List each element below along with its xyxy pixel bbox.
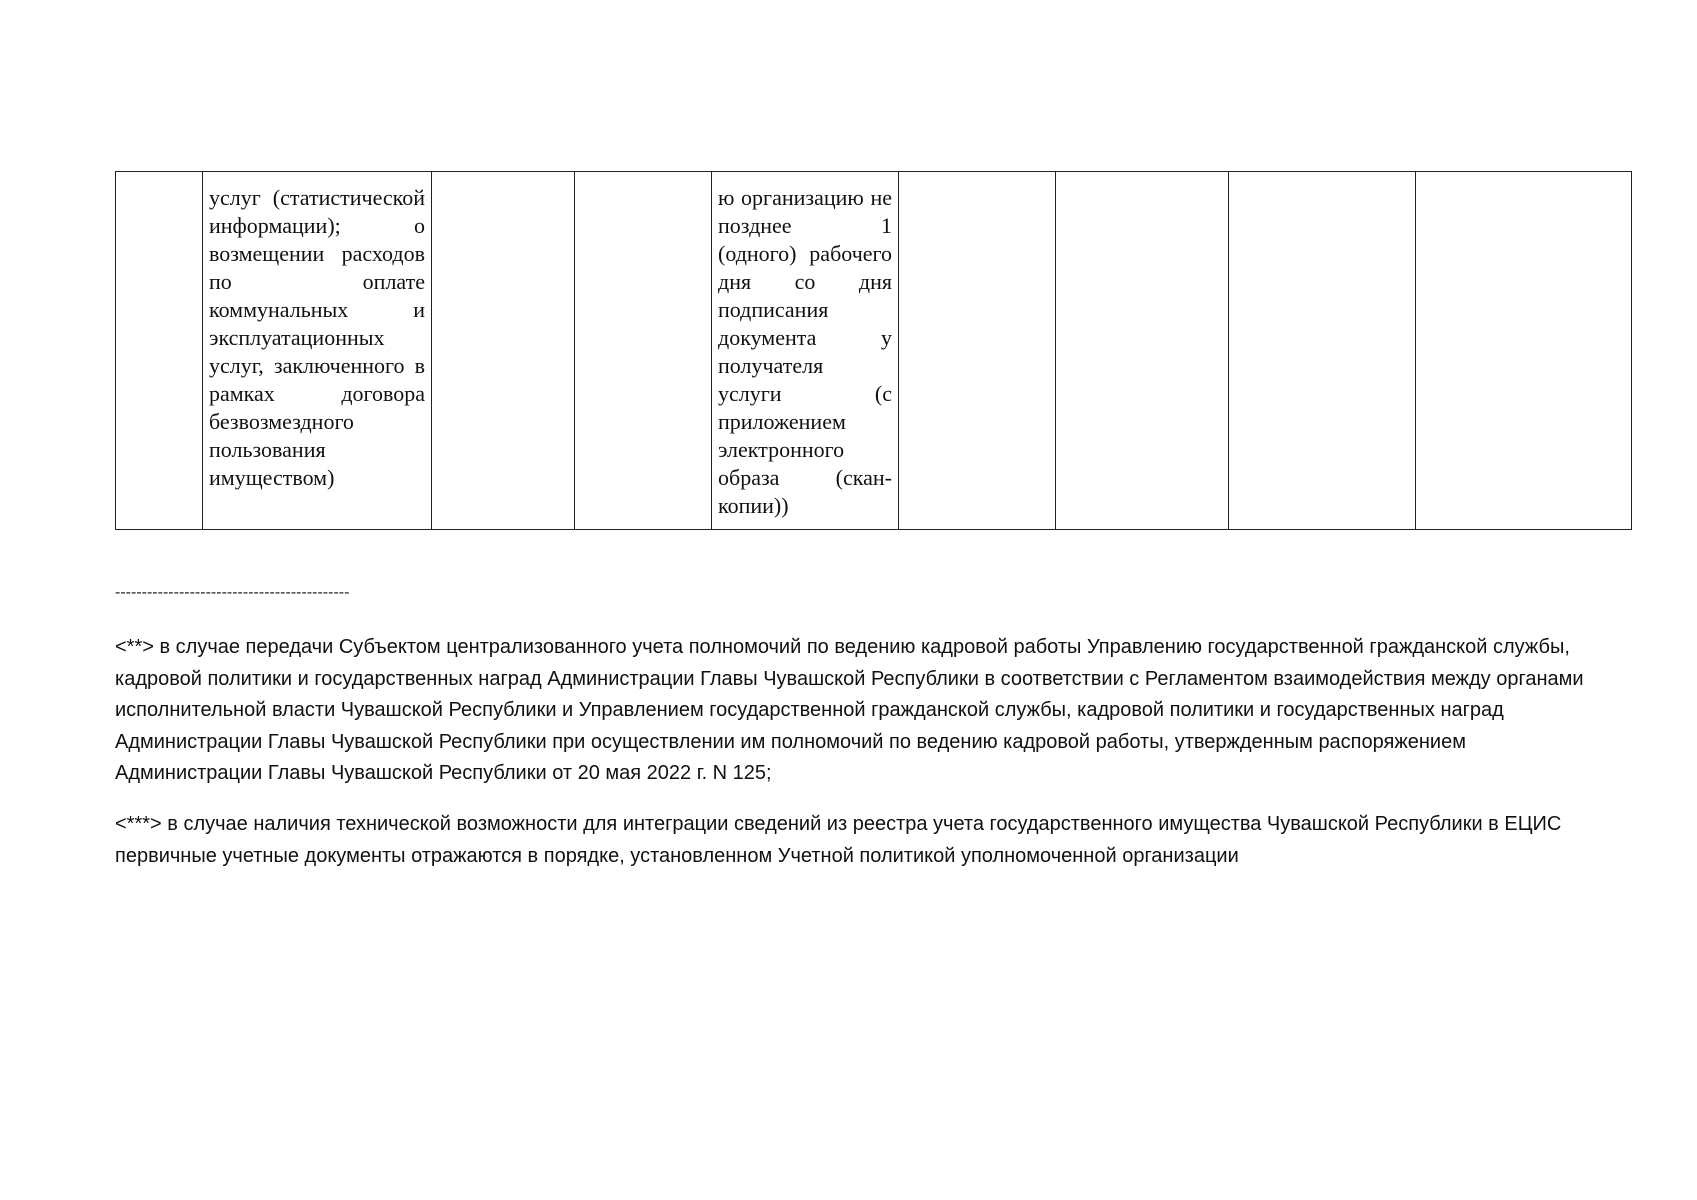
table-cell-9 — [1416, 172, 1632, 530]
table-cell-5: ю организацию не позднее 1 (одного) рабочего дня со дня подписания документа у получателя услуги (с приложением электронного образа (скан-копии)) — [712, 172, 899, 530]
document-table — [115, 171, 1632, 530]
table-cell-2: услуг (статистической информации); о возмещении расходов по оплате коммунальных и эксплуатационных услуг, заключенного в рамках договора безвозмездного пользования имуществом) — [203, 172, 432, 530]
table-cell-7 — [1056, 172, 1229, 530]
table-cell-3 — [432, 172, 575, 530]
table-cell-4 — [575, 172, 712, 530]
table-row — [116, 172, 1632, 530]
footnote-triple-star: <***> в случае наличия технической возможности для интеграции сведений из реестра учета государственного имущества Чувашской Республики в ЕЦИС первичные учетные документы отражаются в порядке, установленном Учетной политикой уполномоченной организации — [115, 813, 1562, 867]
footnote-separator: -------------------------------------------- — [115, 584, 350, 601]
footnote-double-star: <**> в случае передачи Субъектом централизованного учета полномочий по ведению кадровой работы Управлению государственной гражданской службы, кадровой политики и государственных наград Администрации Главы Чувашской Республики в соответствии с Регламентом взаимодействия между органами исполнительной власти Чувашской Республики и Управлением государственной гражданской службы, кадровой политики и государственных наград Администрации Главы Чувашской Республики при осуществлении им полномочий по ведению кадровой работы, утвержденным распоряжением Администрации Главы Чувашской Республики от 20 мая 2022 г. N 125; — [115, 636, 1584, 784]
table-cell-1 — [116, 172, 203, 530]
table-cell-6 — [899, 172, 1056, 530]
table-cell-8 — [1229, 172, 1416, 530]
